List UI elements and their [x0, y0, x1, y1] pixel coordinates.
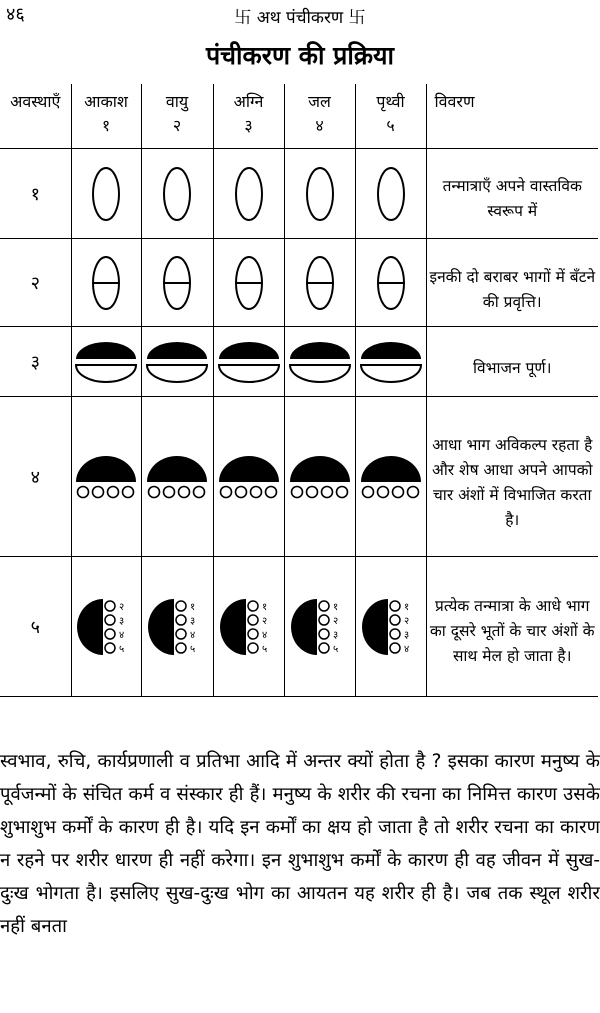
mixed-parts-diagram — [213, 557, 284, 697]
table-row — [0, 327, 598, 397]
col-header-agni — [213, 84, 284, 149]
divided-oval-diagram — [141, 239, 213, 327]
part-label: ५ — [332, 643, 338, 655]
part-label: १ — [332, 601, 338, 613]
row-description: इनकी दो बराबर भागों में बँटने की प्रवृत्ति। — [426, 239, 598, 327]
table-row — [0, 557, 598, 697]
col-header-jal — [284, 84, 355, 149]
stage-number: ५ — [0, 557, 71, 697]
divided-oval-diagram — [355, 239, 426, 327]
col-header-number: ५ — [386, 116, 395, 135]
divided-oval-diagram — [213, 239, 284, 327]
part-label: २ — [332, 615, 338, 627]
row-description: आधा भाग अविकल्प रहता है और शेष आधा अपने आपको चार अंशों में विभाजित करता है। — [426, 397, 598, 557]
part-label: ५ — [261, 643, 267, 655]
col-header-name: अग्नि — [233, 92, 264, 111]
stage-number: ३ — [0, 327, 71, 397]
col-header-vayu — [141, 84, 213, 149]
part-label: १ — [190, 601, 196, 613]
divided-oval-diagram — [284, 239, 355, 327]
col-header-name: अवस्थाएँ — [10, 92, 61, 111]
part-label: २ — [119, 601, 125, 613]
stage-number: २ — [0, 239, 71, 327]
part-label: ४ — [261, 629, 267, 641]
col-header-name: वायु — [165, 92, 189, 111]
body-paragraph: स्वभाव, रुचि, कार्यप्रणाली व प्रतिभा आदि में अन्तर क्यों होता है ? इसका कारण मनुष्य के पूर्वजन्मों के संचित कर्म व संस्कार ही हैं। मनुष्य के शरीर की रचना का निमित्त कारण उसके शुभाशुभ कर्मों के कारण ही है। यदि इन कर्मों का क्षय हो जाता है तो शरीर रचना का कारण न रहने पर शरीर धारण ही नहीं करेगा। इन शुभाशुभ कर्मों के कारण ही वह जीवन में सुख-दुःख भोगता है। इसलिए सुख-दुःख भोग का आयतन यह शरीर ही है। जब तक स्थूल शरीर नहीं बनता — [0, 751, 600, 937]
split-halves-diagram — [71, 327, 141, 397]
split-halves-diagram — [141, 327, 213, 397]
col-header-stages — [0, 84, 71, 149]
stage-number: १ — [0, 149, 71, 239]
col-header-name: आकाश — [84, 92, 128, 111]
col-header-name: विवरण — [434, 92, 475, 111]
col-header-akash — [71, 84, 141, 149]
whole-oval-diagram — [141, 149, 213, 239]
mixed-parts-diagram — [71, 557, 141, 697]
stage-number: ४ — [0, 397, 71, 557]
part-label: १ — [261, 601, 267, 613]
part-label: ४ — [403, 643, 409, 655]
running-title: 卐 अथ पंचीकरण 卐 — [234, 8, 366, 28]
whole-oval-diagram — [355, 149, 426, 239]
figure-title: पंचीकरण की प्रक्रिया — [205, 41, 394, 70]
half-and-four-parts-diagram — [355, 397, 426, 557]
whole-oval-diagram — [213, 149, 284, 239]
part-label: ३ — [190, 615, 196, 627]
mixed-parts-diagram — [355, 557, 426, 697]
whole-oval-diagram — [284, 149, 355, 239]
half-and-four-parts-diagram — [141, 397, 213, 557]
mixed-parts-diagram — [141, 557, 213, 697]
row-description: प्रत्येक तन्मात्रा के आधे भाग का दूसरे भूतों के चार अंशों के साथ मेल हो जाता है। — [426, 557, 598, 697]
half-and-four-parts-diagram — [284, 397, 355, 557]
table-row — [0, 149, 598, 239]
part-label: ५ — [190, 643, 196, 655]
col-header-number: ३ — [244, 116, 253, 135]
half-and-four-parts-diagram — [71, 397, 141, 557]
split-halves-diagram — [284, 327, 355, 397]
split-halves-diagram — [355, 327, 426, 397]
table-header-row — [0, 84, 598, 149]
page-number: ४६ — [6, 4, 25, 25]
split-halves-diagram — [213, 327, 284, 397]
part-label: ४ — [119, 629, 125, 641]
mixed-parts-diagram — [284, 557, 355, 697]
part-label: ३ — [332, 629, 338, 641]
part-label: ३ — [119, 615, 125, 627]
table-row — [0, 397, 598, 557]
divided-oval-diagram — [71, 239, 141, 327]
part-label: ४ — [190, 629, 196, 641]
half-and-four-parts-diagram — [213, 397, 284, 557]
col-header-description — [426, 84, 598, 149]
row-description: विभाजन पूर्ण। — [426, 327, 598, 397]
part-label: ५ — [119, 643, 125, 655]
col-header-name: पृथ्वी — [376, 92, 405, 111]
body-text — [0, 745, 600, 943]
part-label: २ — [261, 615, 267, 627]
col-header-name: जल — [308, 92, 331, 111]
col-header-prithvi — [355, 84, 426, 149]
panchikaran-table — [0, 84, 598, 697]
part-label: ३ — [403, 629, 409, 641]
part-label: १ — [403, 601, 409, 613]
col-header-number: २ — [172, 116, 182, 135]
page-header — [0, 0, 600, 26]
col-header-number: १ — [101, 116, 111, 135]
table-row — [0, 239, 598, 327]
part-label: २ — [403, 615, 409, 627]
col-header-number: ४ — [315, 116, 324, 135]
row-description: तन्मात्राएँ अपने वास्तविक स्वरूप में — [426, 149, 598, 239]
whole-oval-diagram — [71, 149, 141, 239]
